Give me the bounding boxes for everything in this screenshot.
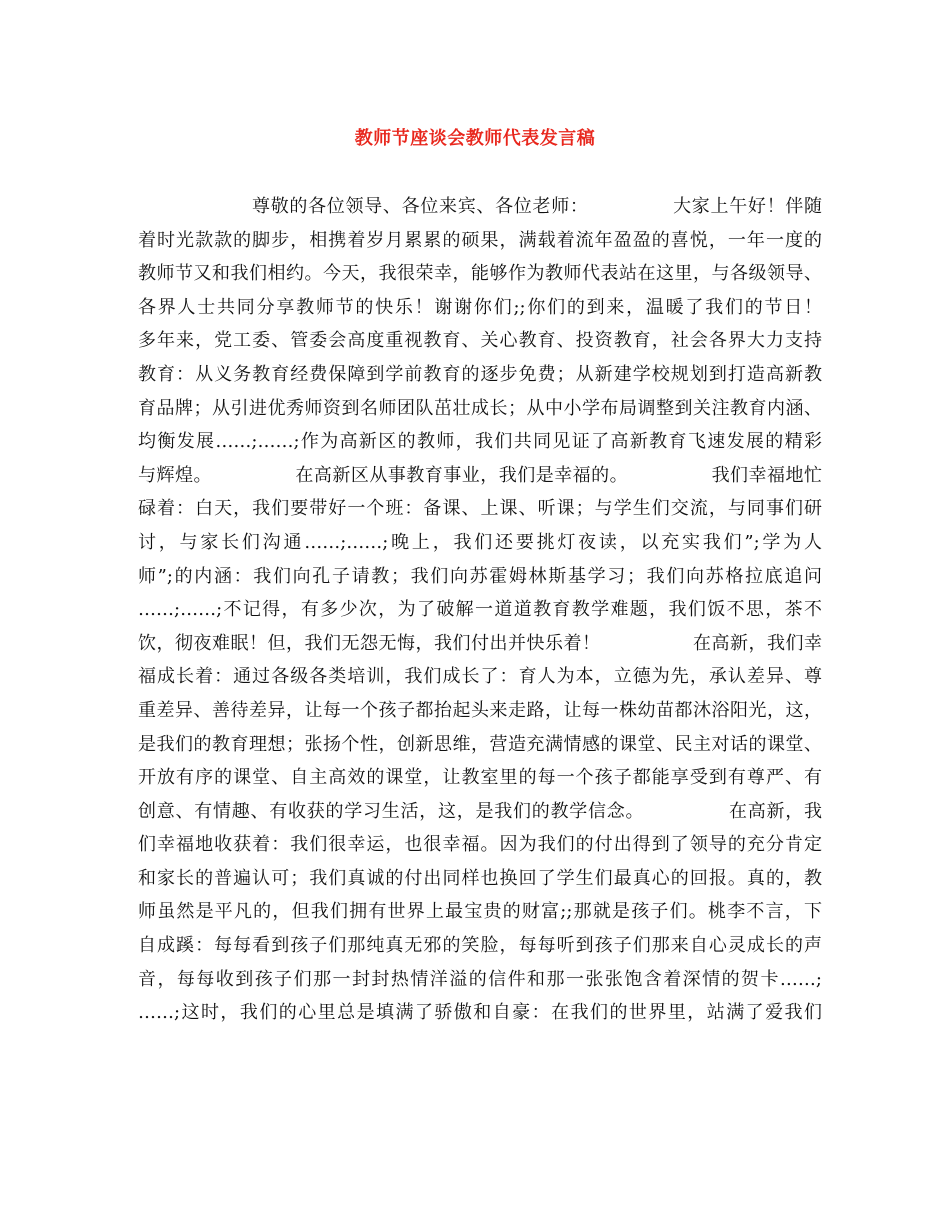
body-line: 音，每每收到孩子们那一封封热情洋溢的信件和那一张张饱含着深情的贺卡……; [138,968,822,990]
body-line: 均衡发展……;……;作为高新区的教师，我们共同见证了高新教育飞速发展的精彩 [138,431,822,453]
document-body [138,190,822,1030]
body-line: 自成蹊：每每看到孩子们那纯真无邪的笑脸，每每听到孩子们那来自心灵成长的声 [138,935,822,957]
body-line: 教育：从义务教育经费保障到学前教育的逐步免费；从新建学校规划到打造高新教 [138,363,822,385]
body-line: ……;这时，我们的心里总是填满了骄傲和自豪：在我们的世界里，站满了爱我们 [138,1002,822,1024]
body-line: 饮，彻夜难眠！但，我们无怨无悔，我们付出并快乐着！ 在高新，我们幸 [138,632,822,654]
body-line: 各界人士共同分享教师节的快乐！谢谢你们;;你们的到来，温暖了我们的节日！ [138,296,822,318]
body-line: 育品牌；从引进优秀师资到名师团队茁壮成长；从中小学布局调整到关注教育内涵、 [138,397,822,419]
body-line: ……;……;不记得，有多少次，为了破解一道道教育教学难题，我们饭不思，茶不 [138,599,822,621]
body-line: 是我们的教育理想；张扬个性，创新思维，营造充满情感的课堂、民主对话的课堂、 [138,733,822,755]
body-line: 师”;的内涵：我们向孔子请教；我们向苏霍姆林斯基学习；我们向苏格拉底追问 [138,565,822,587]
body-line: 们幸福地收获着：我们很幸运，也很幸福。因为我们的付出得到了领导的充分肯定 [138,834,822,856]
body-line: 着时光款款的脚步，相携着岁月累累的硕果，满载着流年盈盈的喜悦，一年一度的 [138,229,822,251]
body-line: 创意、有情趣、有收获的学习生活，这，是我们的教学信念。 在高新，我 [138,800,822,822]
body-line: 师虽然是平凡的，但我们拥有世界上最宝贵的财富;;那就是孩子们。桃李不言，下 [138,901,822,923]
document-title: 教师节座谈会教师代表发言稿 [354,128,596,149]
body-line: 和家长的普遍认可；我们真诚的付出同样也换回了学生们最真心的回报。真的，教 [138,867,822,889]
body-line: 重差异、善待差异，让每一个孩子都抬起头来走路，让每一株幼苗都沐浴阳光，这， [138,699,822,721]
body-line: 与辉煌。 在高新区从事教育事业，我们是幸福的。 我们幸福地忙 [138,464,822,486]
body-line: 开放有序的课堂、自主高效的课堂，让教室里的每一个孩子都能享受到有尊严、有 [138,767,822,789]
body-line: 福成长着：通过各级各类培训，我们成长了：育人为本，立德为先，承认差异、尊 [138,666,822,688]
body-line: 碌着：白天，我们要带好一个班：备课、上课、听课；与学生们交流，与同事们研 [138,498,822,520]
body-line: 教师节又和我们相约。今天，我很荣幸，能够作为教师代表站在这里，与各级领导、 [138,263,822,285]
body-line: 尊敬的各位领导、各位来宾、各位老师： 大家上午好！伴随 [252,196,822,217]
body-line: 多年来，党工委、管委会高度重视教育、关心教育、投资教育，社会各界大力支持 [138,330,822,352]
body-line: 讨，与家长们沟通……;……;晚上，我们还要挑灯夜读，以充实我们”;学为人 [138,531,822,553]
